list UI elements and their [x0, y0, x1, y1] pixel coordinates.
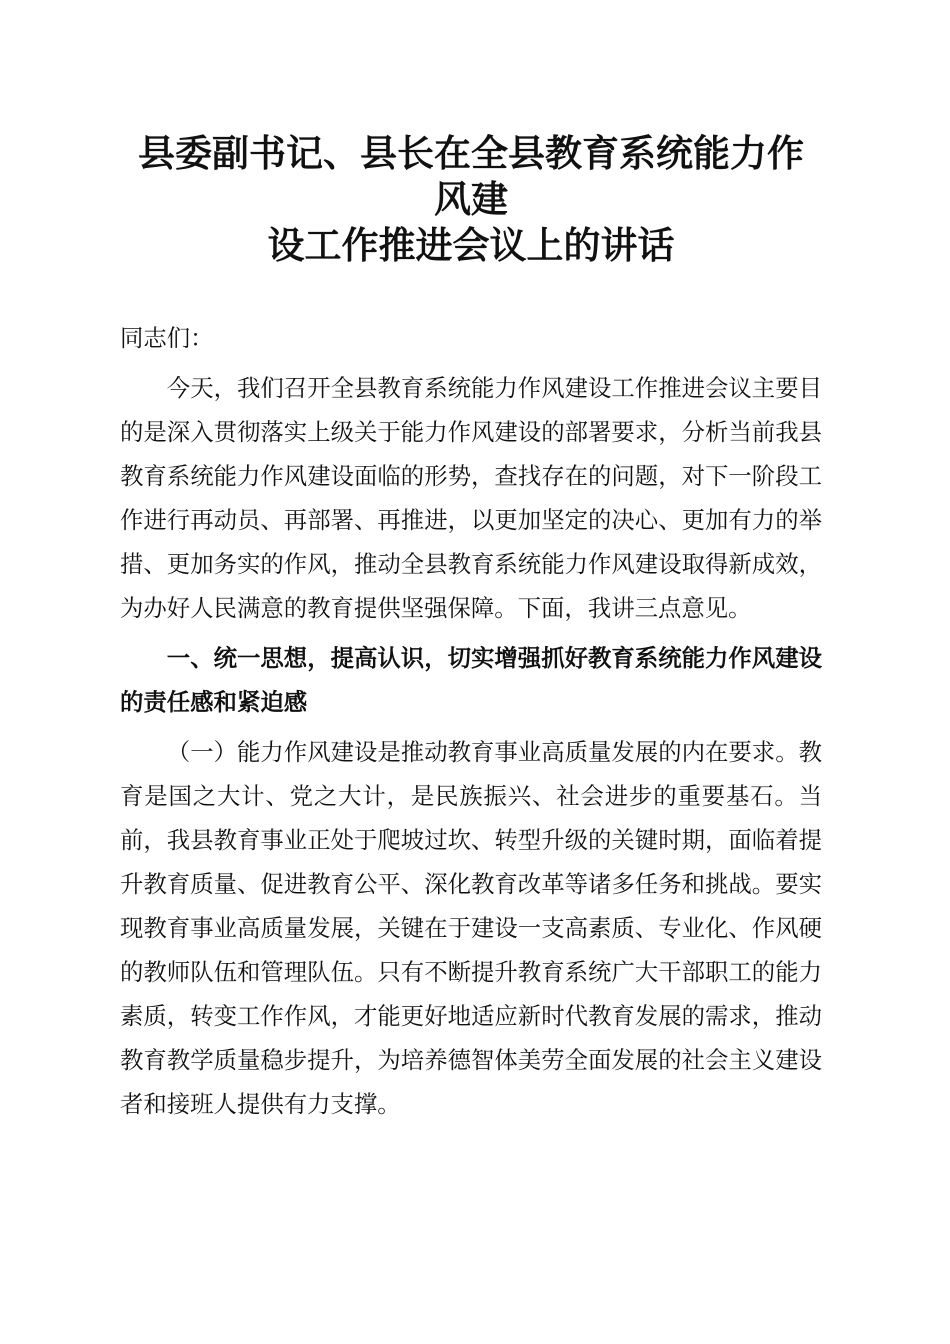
greeting: 同志们： [120, 324, 214, 352]
document-page [120, 130, 822, 1126]
title-line-2: 设工作推进会议上的讲话 [267, 223, 675, 267]
document-title [120, 130, 822, 268]
title-line-1: 县委副书记、县长在全县教育系统能力作风建 [138, 131, 804, 221]
section-1-heading: 一、统一思想，提高认识，切实增强抓好教育系统能力作风建设的责任感和紧迫感 [120, 644, 822, 716]
intro-paragraph: 今天，我们召开全县教育系统能力作风建设工作推进会议主要目的是深入贯彻落实上级关于能力作风建设的部署要求，分析当前我县教育系统能力作风建设面临的形势，查找存在的问题，对下一阶段工作进行再动员、再部署、再推进，以更加坚定的决心、更加有力的举措、更加务实的作风，推动全县教育系统能力作风建设取得新成效，为办好人民满意的教育提供坚强保障。下面，我讲三点意见。 [120, 374, 822, 622]
section-1-paragraph-1: （一）能力作风建设是推动教育事业高质量发展的内在要求。教育是国之大计、党之大计，是民族振兴、社会进步的重要基石。当前，我县教育事业正处于爬坡过坎、转型升级的关键时期，面临着提升教育质量、促进教育公平、深化教育改革等诸多任务和挑战。要实现教育事业高质量发展，关键在于建设一支高素质、专业化、作风硬的教师队伍和管理队伍。只有不断提升教育系统广大干部职工的能力素质，转变工作作风，才能更好地适应新时代教育发展的需求，推动教育教学质量稳步提升，为培养德智体美劳全面发展的社会主义建设者和接班人提供有力支撑。 [120, 738, 822, 1118]
